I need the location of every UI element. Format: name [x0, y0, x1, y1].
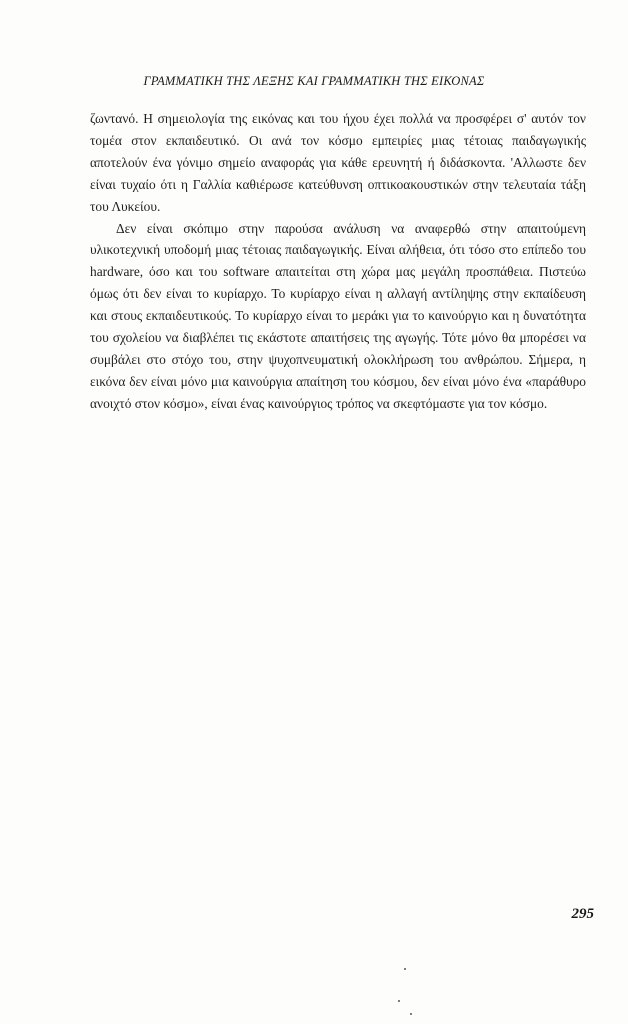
scan-speck — [398, 1000, 400, 1002]
body-text — [90, 108, 586, 415]
scan-speck — [410, 1013, 412, 1015]
page-number: 295 — [571, 906, 594, 922]
paragraph-infrastructure: Δεν είναι σκόπιμο στην παρούσα ανάλυση να αναφερθώ στην απαιτούμενη υλικοτεχνική υποδομή μιας τέτοιας παιδαγωγικής. Είναι αλήθεια, ότι τόσο στο επίπεδο του hardware, όσο και του software απαιτείται στη χώρα μας μεγάλη προσπάθεια. Πιστεύω όμως ότι δεν είναι το κυρίαρχο. Το κυρίαρχο είναι η αλλαγή αντίληψης στην εκπαίδευση και στους εκπαιδευτικούς. Το κυρίαρχο είναι το μεράκι για το καινούργιο και η δυνατότητα του σχολείου να διαβλέπει τις εκάστοτε απαιτήσεις της αγωγής. Τότε μόνο θα μπορέσει να συμβάλει στο στόχο του, στην ψυχοπνευματική ολοκλήρωση του ανθρώπου. Σήμερα, η εικόνα δεν είναι μόνο μια καινούργια απαίτηση του κόσμου, δεν είναι μόνο ένα «παράθυρο ανοιχτό στον κόσμο», είναι ένας καινούργιος τρόπος να σκεφτόμαστε για τον κόσμο. — [90, 220, 586, 411]
scan-speck — [404, 968, 406, 970]
paragraph-continuation: ζωντανό. Η σημειολογία της εικόνας και του ήχου έχει πολλά να προσφέρει σ' αυτόν τον τομέα στον εκπαιδευτικό. Οι ανά τον κόσμο εμπειρίες μιας τέτοιας παιδαγωγικής αποτελούν ένα γόνιμο σημείο αναφοράς για κάθε ερευνητή ή διδάσκοντα. 'Αλλωστε δεν είναι τυχαίο ότι η Γαλλία καθιέρωσε κατεύθυνση οπτικοακουστικών στην τελευταία τάξη του Λυκείου. — [90, 111, 586, 214]
running-header: ΓΡΑΜΜΑΤΙΚΗ ΤΗΣ ΛΕΞΗΣ ΚΑΙ ΓΡΑΜΜΑΤΙΚΗ ΤΗΣ ΕΙΚΟΝΑΣ — [143, 74, 485, 88]
